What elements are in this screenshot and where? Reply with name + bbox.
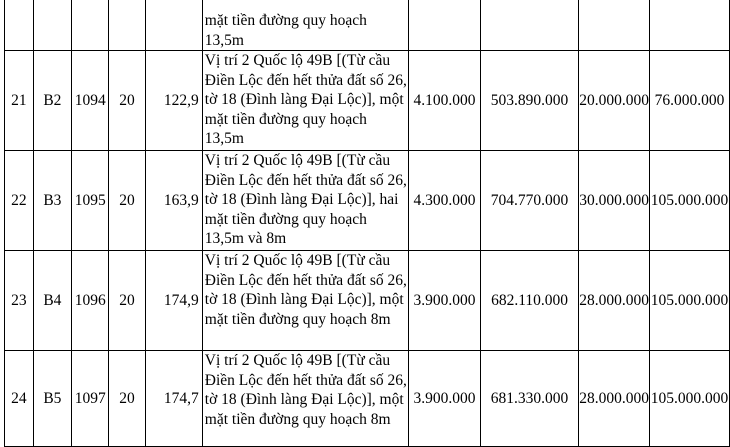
unit-price-cell: 3.900.000 [408,251,480,351]
starting-price-cell [481,0,579,51]
table-row [5,251,730,351]
location-description-cell [202,0,408,51]
map-sheet-cell: 20 [109,251,145,351]
table-row [5,51,730,151]
map-sheet-cell [109,0,145,51]
fee-cell: 105.000.000 [650,151,730,251]
fee-cell: 76.000.000 [650,51,730,151]
plot-number-cell [71,0,108,51]
block-cell: B4 [33,251,71,351]
deposit-cell: 28.000.000 [579,251,650,351]
map-sheet-cell: 20 [109,351,145,447]
area-cell: 122,9 [145,51,202,151]
unit-price-cell: 3.900.000 [408,351,480,447]
stt-cell: 21 [5,51,34,151]
description-line: tờ 18 (Đình làng Đại Lộc)], một [204,391,404,408]
location-description-cell [202,351,408,447]
location-description-cell [202,51,408,151]
stt-cell: 24 [5,351,34,447]
table-row-continued [5,0,730,51]
deposit-cell [579,0,650,51]
plot-number-cell: 1094 [71,51,108,151]
description-line: mặt tiền đường quy hoạch 8m [204,410,391,428]
fee-cell [650,0,730,51]
description-line: mặt tiền đường quy hoạch 8m [204,310,391,328]
starting-price-cell: 503.890.000 [481,51,579,151]
description-line: Điền Lộc đến hết thửa đất số 26, [204,271,407,289]
area-cell: 163,9 [145,151,202,251]
description-line: Điền Lộc đến hết thửa đất số 26, [204,71,407,89]
land-auction-table [4,0,730,447]
description-line: Điền Lộc đến hết thửa đất số 26, [204,371,407,389]
deposit-cell: 28.000.000 [579,351,650,447]
description-line: tờ 18 (Đình làng Đại Lộc)], một [204,91,404,108]
stt-cell [5,0,34,51]
description-line: Vị trí 2 Quốc lộ 49B [(Từ cầu [204,252,391,269]
stt-cell: 22 [5,151,34,251]
block-cell: B5 [33,351,71,447]
description-line: Vị trí 2 Quốc lộ 49B [(Từ cầu [204,152,391,169]
starting-price-cell: 704.770.000 [481,151,579,251]
stt-cell: 23 [5,251,34,351]
block-cell [33,0,71,51]
starting-price-cell: 682.110.000 [481,251,579,351]
table-row [5,351,730,447]
deposit-cell: 20.000.000 [579,51,650,151]
fee-cell: 105.000.000 [650,251,730,351]
starting-price-cell: 681.330.000 [481,351,579,447]
block-cell: B2 [33,51,71,151]
description-line: Vị trí 2 Quốc lộ 49B [(Từ cầu [204,352,391,369]
description-line: mặt tiền đường quy hoạch [204,110,367,128]
unit-price-cell: 4.300.000 [408,151,480,251]
map-sheet-cell: 20 [109,151,145,251]
map-sheet-cell: 20 [109,51,145,151]
description-line: tờ 18 (Đình làng Đại Lộc)], hai [204,191,399,208]
description-line: mặt tiền đường quy hoạch [204,210,367,228]
table-row [5,151,730,251]
description-line: 13,5m [204,130,244,147]
area-cell: 174,9 [145,251,202,351]
block-cell: B3 [33,151,71,251]
location-description-cell [202,251,408,351]
description-line: 13,5m [204,31,244,49]
plot-number-cell: 1096 [71,251,108,351]
description-line: Điền Lộc đến hết thửa đất số 26, [204,171,407,189]
plot-number-cell: 1095 [71,151,108,251]
plot-number-cell: 1097 [71,351,108,447]
description-line: mặt tiền đường quy hoạch [204,12,367,29]
deposit-cell: 30.000.000 [579,151,650,251]
location-description-cell [202,151,408,251]
description-line: Vị trí 2 Quốc lộ 49B [(Từ cầu [204,52,391,69]
description-line: tờ 18 (Đình làng Đại Lộc)], một [204,291,404,308]
area-cell [145,0,202,51]
description-line: 13,5m và 8m [204,230,287,247]
unit-price-cell: 4.100.000 [408,51,480,151]
unit-price-cell [408,0,480,51]
area-cell: 174,7 [145,351,202,447]
fee-cell: 105.000.000 [650,351,730,447]
